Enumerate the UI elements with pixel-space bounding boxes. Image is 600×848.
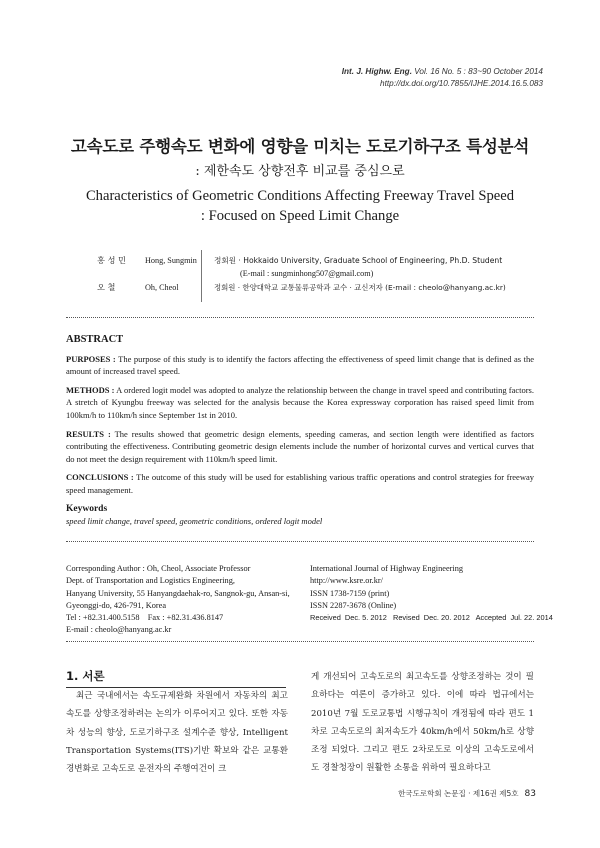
results-label: RESULTS : (66, 428, 111, 439)
abstract-methods (66, 384, 534, 422)
purposes-text: The purpose of this study is to identify the factors affecting the effectiveness of speed limit change that is defined as the amount of increased travel speed. (66, 353, 534, 377)
journal-name: International Journal of Highway Engineering (310, 564, 463, 573)
author-2-affiliation: 정회원 · 한양대학교 교통물류공학과 교수 · 교신저자 (E-mail : cheolo@hanyang.ac.kr) (214, 283, 506, 292)
abstract-section (66, 334, 534, 528)
abstract-heading: ABSTRACT (66, 334, 124, 345)
issn-online: ISSN 2287-3678 (Online) (310, 600, 397, 610)
title-korean: 고속도로 주행속도 변화에 영향을 미치는 도로기하구조 특성분석 (70, 137, 530, 156)
divider-top (66, 317, 534, 318)
divider-middle (66, 541, 534, 542)
journal-reference (342, 66, 543, 90)
journal-abbrev: Int. J. Highw. Eng. (341, 67, 412, 76)
body-column-left: 최근 국내에서는 속도규제완화 차원에서 자동차의 최고속도를 상향조정하려는 논의가 이루어지고 있다. 또한 자동차 성능의 향상, 도로기하구조 설계수준 향상, Intelligent Transportation Systems(ITS)기반 확보와 같은 교통환경변화로 고속도로 운전자의 주행여건이 크 (66, 691, 288, 775)
author-1-affiliation: 정회원 · Hokkaido University, Graduate School of Engineering, Ph.D. Student (214, 256, 503, 265)
divider-bottom (66, 641, 534, 642)
author-2-name-ko: 오 철 (97, 282, 116, 292)
doi-link[interactable]: http://dx.doi.org/10.7855/IJHE.2014.16.5.083 (380, 79, 543, 88)
corr-line-1: Corresponding Author : Oh, Cheol, Associate Professor (66, 564, 251, 573)
corr-line-5: Tel : +82.31.400.5158 Fax : +82.31.436.8147 (66, 613, 224, 623)
journal-info-block (310, 563, 553, 624)
page-number: 83 (524, 789, 536, 799)
corr-line-3: Hanyang University, 55 Hanyangdaehak-ro, Sangnok-gu, Ansan-si, (66, 588, 290, 598)
corresponding-author-block (66, 563, 296, 637)
corr-line-4: Gyeonggi-do, 426-791, Korea (66, 600, 167, 610)
author-1-email[interactable]: (E-mail : sungminhong507@gmail.com) (240, 269, 374, 278)
journal-url[interactable]: http://www.ksre.or.kr/ (310, 576, 383, 586)
abstract-purposes (66, 353, 534, 378)
page-footer (398, 788, 536, 799)
author-2-name-en: Oh, Cheol (145, 283, 179, 292)
conclusions-label: CONCLUSIONS : (66, 472, 134, 483)
title-english (0, 186, 600, 226)
keywords-heading: Keywords (66, 503, 108, 514)
volume-issue: Vol. 16 No. 5 : 83~90 October 2014 (414, 67, 543, 76)
abstract-conclusions (66, 471, 534, 496)
footer-journal: 한국도로학회 논문집 · 제16권 제5호 (398, 789, 519, 798)
issn-print: ISSN 1738-7159 (print) (310, 588, 390, 598)
title-english-line1: Characteristics of Geometric Conditions Affecting Freeway Travel Speed (85, 188, 515, 204)
keywords-list: speed limit change, travel speed, geometric conditions, ordered logit model (66, 516, 323, 527)
purposes-label: PURPOSES : (66, 353, 116, 364)
conclusions-text: The outcome of this study will be used for establishing various traffic operations and control strategies for freeway speed management. (66, 472, 534, 495)
author-divider (201, 250, 202, 302)
methods-label: METHODS : (66, 384, 115, 395)
abstract-results (66, 428, 534, 466)
corr-line-2: Dept. of Transportation and Logistics Engineering, (66, 576, 235, 586)
title-english-line2: : Focused on Speed Limit Change (200, 208, 400, 224)
body-column-right: 게 개선되어 고속도로의 최고속도를 상향조정하는 것이 필요하다는 여론이 증가하고 있다. 이에 따라 법규에서는 2010년 7월 도로교통법 시행규칙이 개정됨에 따라 편도 1차로 고속도로의 최저속도가 40km/h에서 50km/h로 상향조정 되었다. 그리고 편도 2차로도로 이상의 고속도로에서도 경찰청장이 원활한 소통을 위하여 필요하다고 (311, 672, 534, 774)
subtitle-korean: : 제한속도 상향전후 비교를 중심으로 (195, 164, 405, 179)
results-text: The results showed that geometric design elements, speeding cameras, and section length were identified as factors contributing the effectiveness. Contributing geometric design elements include the number of horizontal curves and vertical curves that do not meet the design requirement with 110km/h speed limit. (66, 428, 534, 464)
methods-text: A ordered logit model was adopted to analyze the relationship between the change in travel speed and contributing factors. A stretch of Kyungbu freeway was selected for the analysis because the Korea expressway corporation has raised speed limit from 100km/h to 110km/h since September 1st in 2010. (66, 384, 534, 420)
author-1-name-ko: 홍 성 민 (97, 255, 126, 265)
author-1-name-en: Hong, Sungmin (145, 256, 197, 265)
corr-email[interactable]: E-mail : cheolo@hanyang.ac.kr (66, 625, 172, 635)
submission-dates: Received Dec. 5. 2012 Revised Dec. 20. 2012 Accepted Jul. 22. 2014 (310, 613, 553, 623)
section-heading-introduction: 1. 서론 (66, 669, 105, 683)
